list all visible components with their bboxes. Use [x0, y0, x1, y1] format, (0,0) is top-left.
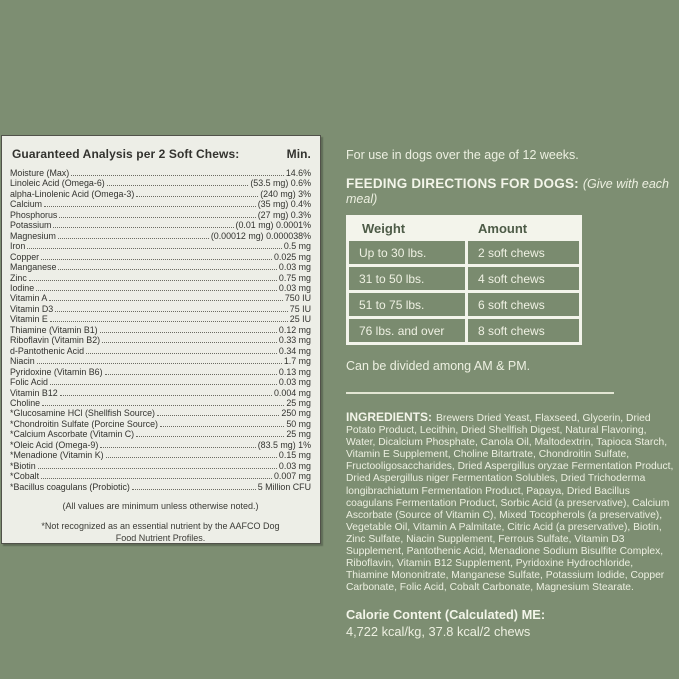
analysis-row [10, 199, 311, 209]
nutrient-value: (35 mg) 0.4% [257, 199, 311, 210]
analysis-row [10, 314, 311, 324]
nutrient-value: (0.01 mg) 0.0001% [235, 220, 311, 231]
analysis-row [10, 419, 311, 429]
nutrient-name: Folic Acid [10, 377, 48, 388]
analysis-row [10, 252, 311, 262]
nutrient-value: 0.03 mg [278, 282, 311, 293]
nutrient-value: 75 IU [289, 303, 311, 314]
analysis-rows [10, 168, 311, 492]
nutrient-value: 0.025 mg [273, 251, 311, 262]
nutrient-value: 50 mg [286, 418, 311, 429]
amount-cell: 6 soft chews [468, 293, 579, 316]
feeding-directions-title: FEEDING DIRECTIONS FOR DOGS: [346, 176, 579, 191]
nutrient-value: 14.6% [285, 168, 311, 178]
leader-dots [36, 290, 277, 291]
nutrient-name: Zinc [10, 272, 27, 283]
amount-cell: 2 soft chews [468, 241, 579, 264]
feeding-table-row [349, 293, 579, 316]
leader-dots [27, 248, 282, 249]
nutrient-name: Linoleic Acid (Omega-6) [10, 178, 105, 189]
nutrient-value: 5 Million CFU [257, 481, 311, 492]
nutrient-name: Pyridoxine (Vitamin B6) [10, 366, 103, 377]
nutrient-value: 0.75 mg [278, 272, 311, 283]
nutrient-value: (0.00012 mg) 0.000038% [210, 230, 311, 241]
analysis-row [10, 450, 311, 460]
leader-dots [100, 332, 277, 333]
leader-dots [71, 175, 284, 176]
weight-column-header: Weight [362, 220, 406, 236]
analysis-row [10, 377, 311, 387]
leader-dots [105, 374, 277, 375]
analysis-row [10, 241, 311, 251]
analysis-title: Guaranteed Analysis per 2 Soft Chews: [12, 147, 240, 161]
analysis-row [10, 220, 311, 230]
nutrient-value: (27 mg) 0.3% [257, 209, 311, 220]
nutrient-name: Niacin [10, 356, 35, 367]
nutrient-value: 0.004 mg [273, 387, 311, 398]
am-pm-note: Can be divided among AM & PM. [346, 359, 531, 373]
leader-dots [136, 436, 284, 437]
amount-cell: 8 soft chews [468, 319, 579, 342]
nutrient-name: Iron [10, 241, 26, 252]
nutrient-value: 0.15 mg [278, 450, 311, 461]
nutrient-name: Copper [10, 251, 40, 262]
weight-cell: 31 to 50 lbs. [349, 267, 465, 290]
analysis-row [10, 388, 311, 398]
leader-dots [41, 259, 272, 260]
weight-cell: 51 to 75 lbs. [349, 293, 465, 316]
nutrient-value: 1.7 mg [283, 356, 311, 367]
values-minimum-note: (All values are minimum unless otherwise noted.) [62, 501, 259, 512]
nutrient-name: Thiamine (Vitamin B1) [10, 324, 98, 335]
amount-cell: 4 soft chews [468, 267, 579, 290]
leader-dots [37, 363, 282, 364]
calorie-content-block [346, 607, 677, 639]
nutrient-name: *Glucosamine HCl (Shellfish Source) [10, 408, 156, 419]
analysis-row [10, 398, 311, 408]
analysis-title-row [12, 147, 311, 161]
nutrient-name: *Biotin [10, 460, 36, 471]
ingredients-label: INGREDIENTS: [346, 410, 433, 424]
nutrient-value: 0.5 mg [283, 241, 311, 252]
nutrient-name: Moisture (Max) [10, 168, 70, 178]
nutrient-name: d-Pantothenic Acid [10, 345, 85, 356]
nutrient-name: *Menadione (Vitamin K) [10, 450, 104, 461]
nutrient-value: 0.34 mg [278, 345, 311, 356]
leader-dots [136, 196, 258, 197]
calorie-value: 4,722 kcal/kg, 37.8 kcal/2 chews [346, 624, 531, 640]
feeding-table-row [349, 267, 579, 290]
leader-dots [38, 468, 277, 469]
nutrient-name: Vitamin E [10, 314, 48, 325]
analysis-row [10, 293, 311, 303]
leader-dots [60, 395, 272, 396]
ingredients-paragraph [346, 411, 677, 594]
analysis-row [10, 440, 311, 450]
leader-dots [58, 238, 209, 239]
analysis-row [10, 168, 311, 178]
nutrient-name: *Cobalt [10, 471, 40, 482]
analysis-row [10, 335, 311, 345]
leader-dots [29, 280, 277, 281]
divider-line [346, 392, 614, 394]
leader-dots [107, 185, 249, 186]
nutrient-value: 0.13 mg [278, 366, 311, 377]
nutrient-name: Riboflavin (Vitamin B2) [10, 335, 101, 346]
analysis-row [10, 356, 311, 366]
analysis-row [10, 178, 311, 188]
feeding-table-row [349, 241, 579, 264]
feeding-table-row [349, 319, 579, 342]
nutrient-name: Magnesium [10, 230, 56, 241]
leader-dots [160, 426, 284, 427]
weight-cell: Up to 30 lbs. [349, 241, 465, 264]
nutrient-value: 25 mg [286, 397, 311, 408]
feeding-table-body [349, 241, 579, 342]
analysis-row [10, 367, 311, 377]
usage-note: For use in dogs over the age of 12 weeks. [346, 148, 579, 162]
leader-dots [100, 447, 255, 448]
aafco-note: *Not recognized as an essential nutrient by the AAFCO Dog Food Nutrient Profiles. [41, 521, 280, 543]
nutrient-name: alpha-Linolenic Acid (Omega-3) [10, 188, 135, 199]
feeding-table [346, 215, 582, 345]
amount-column-header: Amount [478, 220, 528, 236]
analysis-row [10, 471, 311, 481]
leader-dots [50, 384, 277, 385]
feeding-directions-subtitle: (Give with each meal) [346, 177, 670, 206]
nutrient-value: (53.5 mg) 0.6% [250, 178, 311, 189]
analysis-row [10, 408, 311, 418]
leader-dots [49, 300, 283, 301]
leader-dots [86, 353, 277, 354]
analysis-row [10, 429, 311, 439]
leader-dots [106, 457, 277, 458]
analysis-row [10, 210, 311, 220]
nutrient-value: (83.5 mg) 1% [257, 439, 311, 450]
calorie-title: Calorie Content (Calculated) ME: [346, 607, 546, 623]
leader-dots [157, 415, 279, 416]
min-column-label: Min. [286, 147, 311, 161]
leader-dots [55, 311, 288, 312]
nutrient-name: Vitamin D3 [10, 303, 54, 314]
nutrient-value: 0.03 mg [278, 377, 311, 388]
nutrient-value: 25 mg [286, 429, 311, 440]
nutrient-value: (240 mg) 3% [260, 188, 311, 199]
nutrient-value: 0.007 mg [273, 471, 311, 482]
label-right-column [346, 148, 677, 639]
nutrient-name: Calcium [10, 199, 43, 210]
feeding-directions-heading [346, 176, 677, 206]
leader-dots [132, 489, 256, 490]
leader-dots [58, 269, 277, 270]
analysis-row [10, 231, 311, 241]
leader-dots [50, 321, 288, 322]
nutrient-value: 0.33 mg [278, 335, 311, 346]
analysis-row [10, 325, 311, 335]
analysis-row [10, 482, 311, 492]
nutrient-name: Potassium [10, 220, 52, 231]
nutrient-name: Choline [10, 397, 41, 408]
nutrient-value: 0.03 mg [278, 262, 311, 273]
leader-dots [53, 227, 233, 228]
weight-cell: 76 lbs. and over [349, 319, 465, 342]
nutrient-name: Iodine [10, 282, 35, 293]
analysis-row [10, 283, 311, 293]
nutrient-name: Vitamin A [10, 293, 48, 304]
nutrient-name: Manganese [10, 262, 57, 273]
guaranteed-analysis-panel [1, 135, 321, 544]
leader-dots [59, 217, 255, 218]
leader-dots [102, 342, 277, 343]
leader-dots [42, 405, 284, 406]
analysis-row [10, 461, 311, 471]
analysis-row [10, 304, 311, 314]
nutrient-name: *Oleic Acid (Omega-9) [10, 439, 99, 450]
nutrient-name: *Bacillus coagulans (Probiotic) [10, 481, 130, 492]
leader-dots [44, 206, 256, 207]
analysis-row [10, 273, 311, 283]
nutrient-value: 250 mg [281, 408, 311, 419]
nutrient-value: 0.12 mg [278, 324, 311, 335]
analysis-row [10, 189, 311, 199]
nutrient-name: Phosphorus [10, 209, 58, 220]
nutrient-value: 750 IU [284, 293, 311, 304]
leader-dots [41, 478, 272, 479]
nutrient-name: Vitamin B12 [10, 387, 58, 398]
nutrient-value: 0.03 mg [278, 460, 311, 471]
nutrient-name: *Chondroitin Sulfate (Porcine Source) [10, 418, 158, 429]
analysis-row [10, 262, 311, 272]
nutrient-name: *Calcium Ascorbate (Vitamin C) [10, 429, 135, 440]
feeding-table-header [349, 215, 579, 241]
ingredients-text: Brewers Dried Yeast, Flaxseed, Glycerin, Dried Potato Product, Lecithin, Dried Shellfish Digest, Natural Flavoring, Water, Dicalcium Phosphate, Canola Oil, Maltodextrin, Tapioca Starch, Vitamin E Supplement, Choline Bitartrate, Chondroitin Sulfate, Fructooligosaccharides, Dried Aspergillus oryzae Fermentation Product, Dried Aspergillus niger Fermentation Solubles, Dried Trichoderma longibrachiatum Fermentation Product, Papaya, Dried Bacillus coagulans Fermentation Product, Sorbic Acid (a preservative), Calcium Ascorbate (Source of Vitamin C), Mixed Tocopherols (a preservative), Vegetable Oil, Vitamin A Palmitate, Citric Acid (a preservative), Biotin, Zinc Sulfate, Niacin Supplement, Ferrous Sulfate, Vitamin D3 Supplement, Pantothenic Acid, Menadione Sodium Bisulfite Complex, Riboflavin, Vitamin B12 Supplement, Pyridoxine Hydrochloride, Thiamine Mononitrate, Manganese Sulfate, Potassium Iodide, Copper Carbonate, Folic Acid, Cobalt Carbonate, Magnesium Stearate. [346, 413, 674, 594]
nutrient-value: 25 IU [289, 314, 311, 325]
analysis-row [10, 346, 311, 356]
